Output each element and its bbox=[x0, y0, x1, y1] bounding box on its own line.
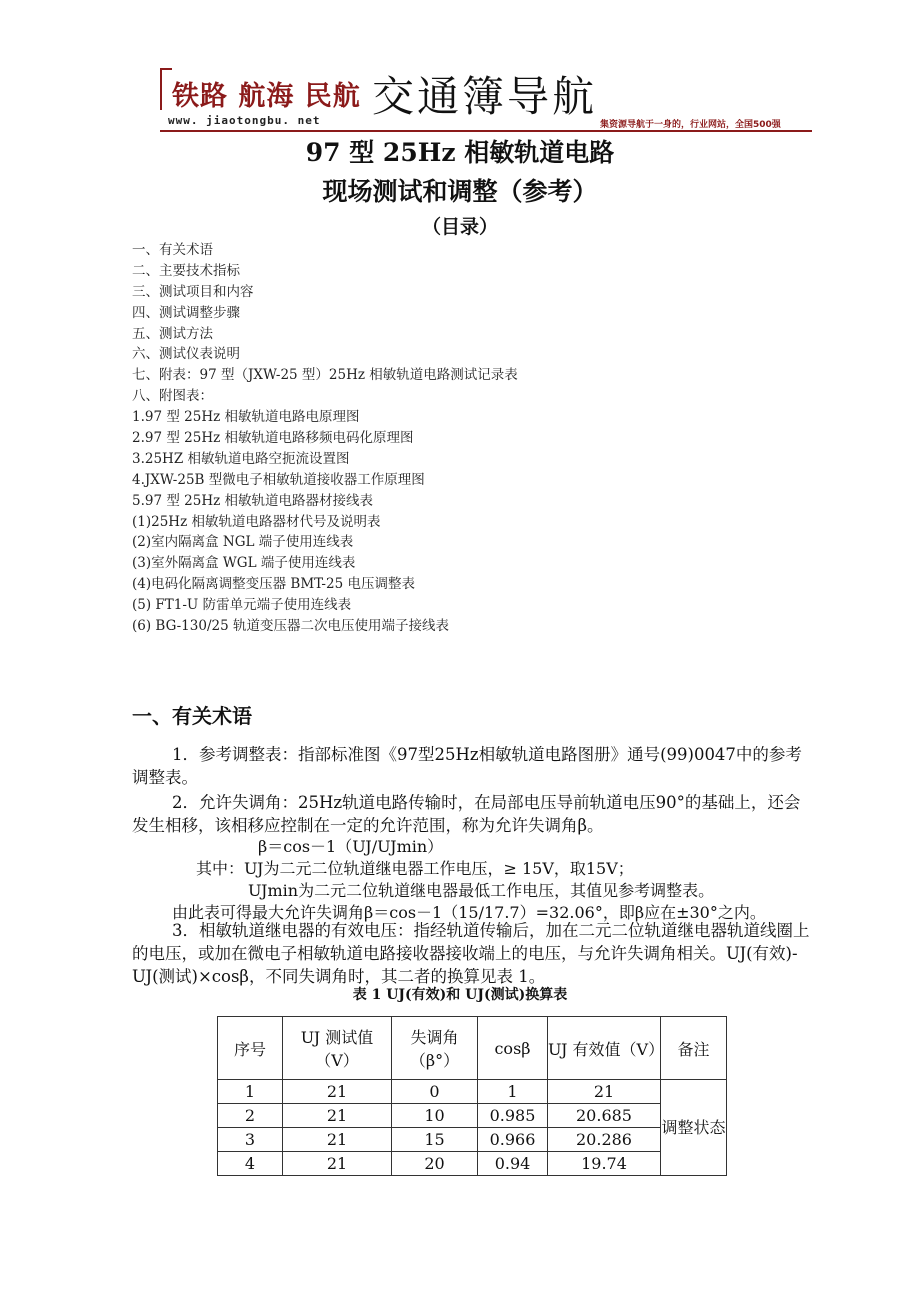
paragraph-text: 2．允许失调角：25Hz轨道电路传输时，在局部电压导前轨道电压90°的基础上，还会发生相移，该相移应控制在一定的允许范围，称为允许失调角β。 bbox=[132, 793, 801, 835]
table-cell: 21 bbox=[548, 1080, 661, 1104]
column-header: cosβ bbox=[478, 1017, 548, 1080]
toc-item: (6) BG-130/25 轨道变压器二次电压使用端子接线表 bbox=[132, 618, 449, 635]
formula-where-1: 其中：UJ为二元二位轨道继电器工作电压，≥ 15V，取15V； bbox=[196, 859, 634, 878]
toc-item: (5) FT1-U 防雷单元端子使用连线表 bbox=[132, 597, 352, 614]
paragraph-misalignment-angle bbox=[132, 791, 812, 837]
table-caption: 表 1 UJ(有效)和 UJ(测试)换算表 bbox=[352, 987, 568, 1003]
formula-where-2: UJmin为二元二位轨道继电器最低工作电压，其值见参考调整表。 bbox=[248, 881, 715, 900]
table-cell: 1 bbox=[478, 1080, 548, 1104]
conversion-table bbox=[217, 1016, 727, 1176]
table-row bbox=[218, 1104, 727, 1128]
toc-item: (3)室外隔离盒 WGL 端子使用连线表 bbox=[132, 555, 356, 572]
table-cell: 21 bbox=[283, 1104, 392, 1128]
toc-item: 5.97 型 25Hz 相敏轨道电路器材接线表 bbox=[132, 492, 373, 509]
toc-item: 八、附图表： bbox=[132, 388, 213, 405]
column-header: 失调角（β°） bbox=[392, 1017, 478, 1080]
table-cell: 21 bbox=[283, 1128, 392, 1152]
doc-title-line3: （目录） bbox=[421, 216, 498, 238]
toc-item: 六、测试仪表说明 bbox=[132, 346, 240, 363]
banner-rule bbox=[160, 130, 812, 132]
toc-item: 四、测试调整步骤 bbox=[132, 304, 240, 321]
table-cell: 10 bbox=[392, 1104, 478, 1128]
table-row bbox=[218, 1080, 727, 1104]
table-cell: 20 bbox=[392, 1152, 478, 1176]
toc-item: (1)25Hz 相敏轨道电路器材代号及说明表 bbox=[132, 513, 381, 530]
section-heading: 一、有关术语 bbox=[132, 704, 252, 728]
banner-bracket bbox=[160, 68, 172, 110]
max-angle-text: 由此表可得最大允许失调角β＝cos－1（15/17.7）=32.06°，即β应在±30°之内。 bbox=[172, 903, 766, 922]
toc-item: (2)室内隔离盒 NGL 端子使用连线表 bbox=[132, 534, 354, 551]
banner-url[interactable]: www. jiaotongbu. net bbox=[168, 114, 321, 127]
banner-right-title: 交通簿导航 bbox=[372, 72, 598, 121]
column-header: 序号 bbox=[218, 1017, 283, 1080]
toc-item: 1.97 型 25Hz 相敏轨道电路电原理图 bbox=[132, 409, 360, 426]
table-cell: 3 bbox=[218, 1128, 283, 1152]
header-banner bbox=[160, 64, 810, 134]
banner-slogan: 集资源导航于一身的，行业网站，全国500强 bbox=[600, 120, 781, 130]
toc-item: (4)电码化隔离调整变压器 BMT-25 电压调整表 bbox=[132, 576, 415, 593]
table-cell: 0.966 bbox=[478, 1128, 548, 1152]
toc-item: 七、附表：97 型（JXW-25 型）25Hz 相敏轨道电路测试记录表 bbox=[132, 367, 518, 384]
table-cell: 1 bbox=[218, 1080, 283, 1104]
column-header: 备注 bbox=[661, 1017, 727, 1080]
doc-title-line1: 97 型 25Hz 相敏轨道电路 bbox=[305, 138, 615, 167]
table-cell: 21 bbox=[283, 1152, 392, 1176]
paragraph-effective-voltage bbox=[132, 919, 812, 988]
toc-item: 3.25HZ 相敏轨道电路空扼流设置图 bbox=[132, 450, 350, 467]
table-cell: 20.685 bbox=[548, 1104, 661, 1128]
table-cell: 0.985 bbox=[478, 1104, 548, 1128]
toc-item: 三、测试项目和内容 bbox=[132, 283, 254, 300]
paragraph-text: 3．相敏轨道继电器的有效电压：指经轨道传输后，加在二元二位轨道继电器轨道线圈上的电压，或加在微电子相敏轨道电路接收器接收端上的电压，与允许失调角相关。UJ(有效)-UJ(测试)×cosβ，不同失调角时，其二者的换算见表 1。 bbox=[132, 921, 810, 986]
formula-beta: β＝cos－1（UJ/UJmin） bbox=[258, 837, 444, 856]
table-cell: 4 bbox=[218, 1152, 283, 1176]
table-cell: 2 bbox=[218, 1104, 283, 1128]
table-cell: 15 bbox=[392, 1128, 478, 1152]
table-cell: 0.94 bbox=[478, 1152, 548, 1176]
toc-item: 一、有关术语 bbox=[132, 242, 213, 258]
paragraph-text: 1．参考调整表：指部标准图《97型25Hz相敏轨道电路图册》通号(99)0047中的参考调整表。 bbox=[132, 745, 802, 787]
toc-item: 五、测试方法 bbox=[132, 325, 213, 342]
table-row bbox=[218, 1128, 727, 1152]
table-cell: 0 bbox=[392, 1080, 478, 1104]
table-cell: 20.286 bbox=[548, 1128, 661, 1152]
column-header: UJ 测试值（V） bbox=[283, 1017, 392, 1080]
toc-item: 二、主要技术指标 bbox=[132, 262, 240, 279]
column-header: UJ 有效值（V） bbox=[548, 1017, 661, 1080]
toc-item: 4.JXW-25B 型微电子相敏轨道接收器工作原理图 bbox=[132, 471, 425, 488]
remark-cell: 调整状态 bbox=[661, 1080, 727, 1176]
table-header-row bbox=[218, 1017, 727, 1080]
banner-left-title: 铁路 航海 民航 bbox=[172, 81, 361, 112]
toc-item: 2.97 型 25Hz 相敏轨道电路移频电码化原理图 bbox=[132, 430, 414, 447]
paragraph-reference-table bbox=[132, 743, 812, 789]
table-cell: 21 bbox=[283, 1080, 392, 1104]
table-row bbox=[218, 1152, 727, 1176]
doc-title-line2: 现场测试和调整（参考） bbox=[322, 177, 598, 206]
table-cell: 19.74 bbox=[548, 1152, 661, 1176]
table-of-contents bbox=[132, 240, 518, 637]
